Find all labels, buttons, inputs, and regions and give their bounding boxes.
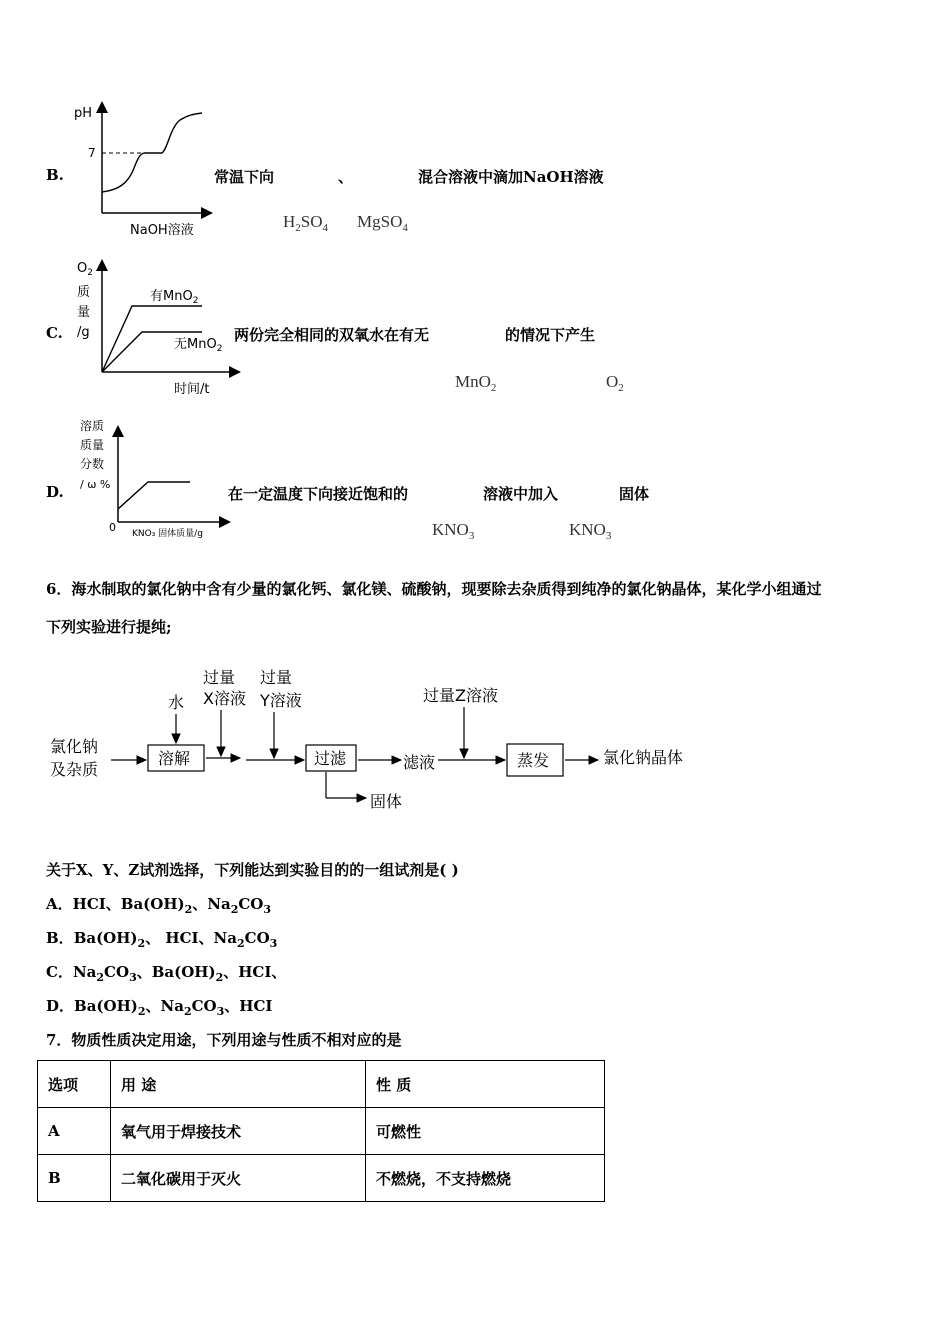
- table-header-cell: 性 质: [366, 1061, 605, 1108]
- table-header-cell: 选项: [38, 1061, 111, 1108]
- kno3-graph: [70, 414, 235, 542]
- svg-text:/ ω %: / ω %: [80, 478, 111, 491]
- svg-text:量: 量: [77, 305, 91, 320]
- upper-curve-label: 有MnO$_2$: [150, 289, 199, 306]
- table-cell: 不燃烧，不支持燃烧: [366, 1155, 605, 1202]
- svg-text:水: 水: [168, 693, 185, 712]
- table-cell: A: [38, 1108, 111, 1155]
- option-b-sep: 、: [338, 168, 354, 186]
- svg-text:滤液: 滤液: [403, 753, 436, 772]
- mgso4-formula: MgSO$_4$: [357, 212, 408, 234]
- mno2-formula: MnO$_2$: [455, 372, 497, 394]
- svg-text:质量: 质量: [80, 438, 105, 452]
- svg-text:/g: /g: [77, 325, 90, 340]
- svg-text:氯化钠晶体: 氯化钠晶体: [603, 748, 684, 767]
- table-cell: 氧气用于焊接技术: [111, 1108, 366, 1155]
- svg-text:蒸发: 蒸发: [517, 751, 550, 770]
- svg-text:溶解: 溶解: [158, 749, 191, 768]
- table-row: [38, 1108, 605, 1155]
- lower-curve-label: 无MnO$_2$: [174, 337, 223, 354]
- table-header-cell: 用 途: [111, 1061, 366, 1108]
- ph-x-label: NaOH溶液: [130, 223, 194, 238]
- table-header-row: [38, 1061, 605, 1108]
- option-b-letter: B.: [46, 166, 64, 184]
- svg-text:质: 质: [77, 285, 91, 300]
- option-d-text1: 在一定温度下向接近饱和的: [228, 485, 409, 503]
- o2-x-label: 时间/t: [174, 382, 210, 397]
- svg-text:Y溶液: Y溶液: [260, 691, 302, 710]
- q6-stem-line1: 6．海水制取的氯化钠中含有少量的氯化钙、氯化镁、硫酸钠，现要除去杂质得到纯净的氯化钠晶体，某化学小组通过: [46, 580, 822, 598]
- option-b-text2: 混合溶液中滴加NaOH溶液: [418, 168, 604, 186]
- svg-text:氯化钠: 氯化钠: [50, 737, 99, 756]
- svg-text:分数: 分数: [80, 457, 105, 471]
- ph-y-label: pH: [74, 106, 93, 121]
- q7-stem: 7．物质性质决定用途，下列用途与性质不相对应的是: [46, 1031, 402, 1049]
- o2-graph: [70, 256, 245, 398]
- svg-text:固体: 固体: [370, 792, 403, 811]
- ph-graph: [70, 98, 220, 238]
- svg-text:溶质: 溶质: [80, 419, 105, 433]
- origin-label: 0: [109, 521, 116, 534]
- svg-text:及杂质: 及杂质: [50, 760, 99, 779]
- kno3-formula-2: $KNO_3$: [569, 520, 612, 542]
- kno3-curve: [118, 482, 190, 509]
- option-d-text3: 固体: [619, 485, 650, 503]
- option-c-letter: C.: [46, 324, 63, 342]
- ph-mark-7: 7: [88, 146, 96, 160]
- o2-y-label: $O_2$: [77, 261, 93, 278]
- flowchart: [40, 660, 720, 820]
- option-c-text2: 的情况下产生: [505, 326, 596, 344]
- h2so4-formula: $H_2SO_4$: [283, 212, 329, 234]
- svg-text:过量Z溶液: 过量Z溶液: [423, 686, 498, 705]
- q6-stem-line2: 下列实验进行提纯;: [46, 618, 172, 636]
- q7-table: [37, 1060, 605, 1202]
- q6-option-a: A．HCI、$Ba(OH)_2$、$Na_2CO_3$: [46, 895, 272, 916]
- svg-text:过滤: 过滤: [314, 749, 347, 768]
- o2-formula: $O_2$: [606, 372, 624, 394]
- table-cell: B: [38, 1155, 111, 1202]
- option-d-text2: 溶液中加入: [483, 485, 559, 503]
- option-c-text1: 两份完全相同的双氧水在有无: [234, 326, 430, 344]
- q6-option-b: B．$Ba(OH)_2$、 HCI、$Na_2CO_3$: [46, 929, 278, 950]
- q6-option-c: C．$Na_2CO_3$、$Ba(OH)_2$、HCI、: [46, 963, 287, 984]
- option-b-text1: 常温下向: [214, 168, 275, 186]
- table-cell: 可燃性: [366, 1108, 605, 1155]
- q6-option-d: D．$Ba(OH)_2$、$Na_2CO_3$、HCI: [46, 997, 273, 1018]
- table-row: [38, 1155, 605, 1202]
- svg-text:过量: 过量: [203, 668, 236, 687]
- table-cell: 二氧化碳用于灭火: [111, 1155, 366, 1202]
- kno3-formula-1: $KNO_3$: [432, 520, 475, 542]
- svg-text:过量: 过量: [260, 668, 293, 687]
- kno3-x-label: KNO₃ 固体质量/g: [132, 529, 203, 539]
- q6-question: 关于X、Y、Z试剂选择，下列能达到实验目的的一组试剂是( ): [46, 861, 459, 879]
- svg-text:X溶液: X溶液: [203, 689, 246, 708]
- option-d-letter: D.: [46, 483, 64, 501]
